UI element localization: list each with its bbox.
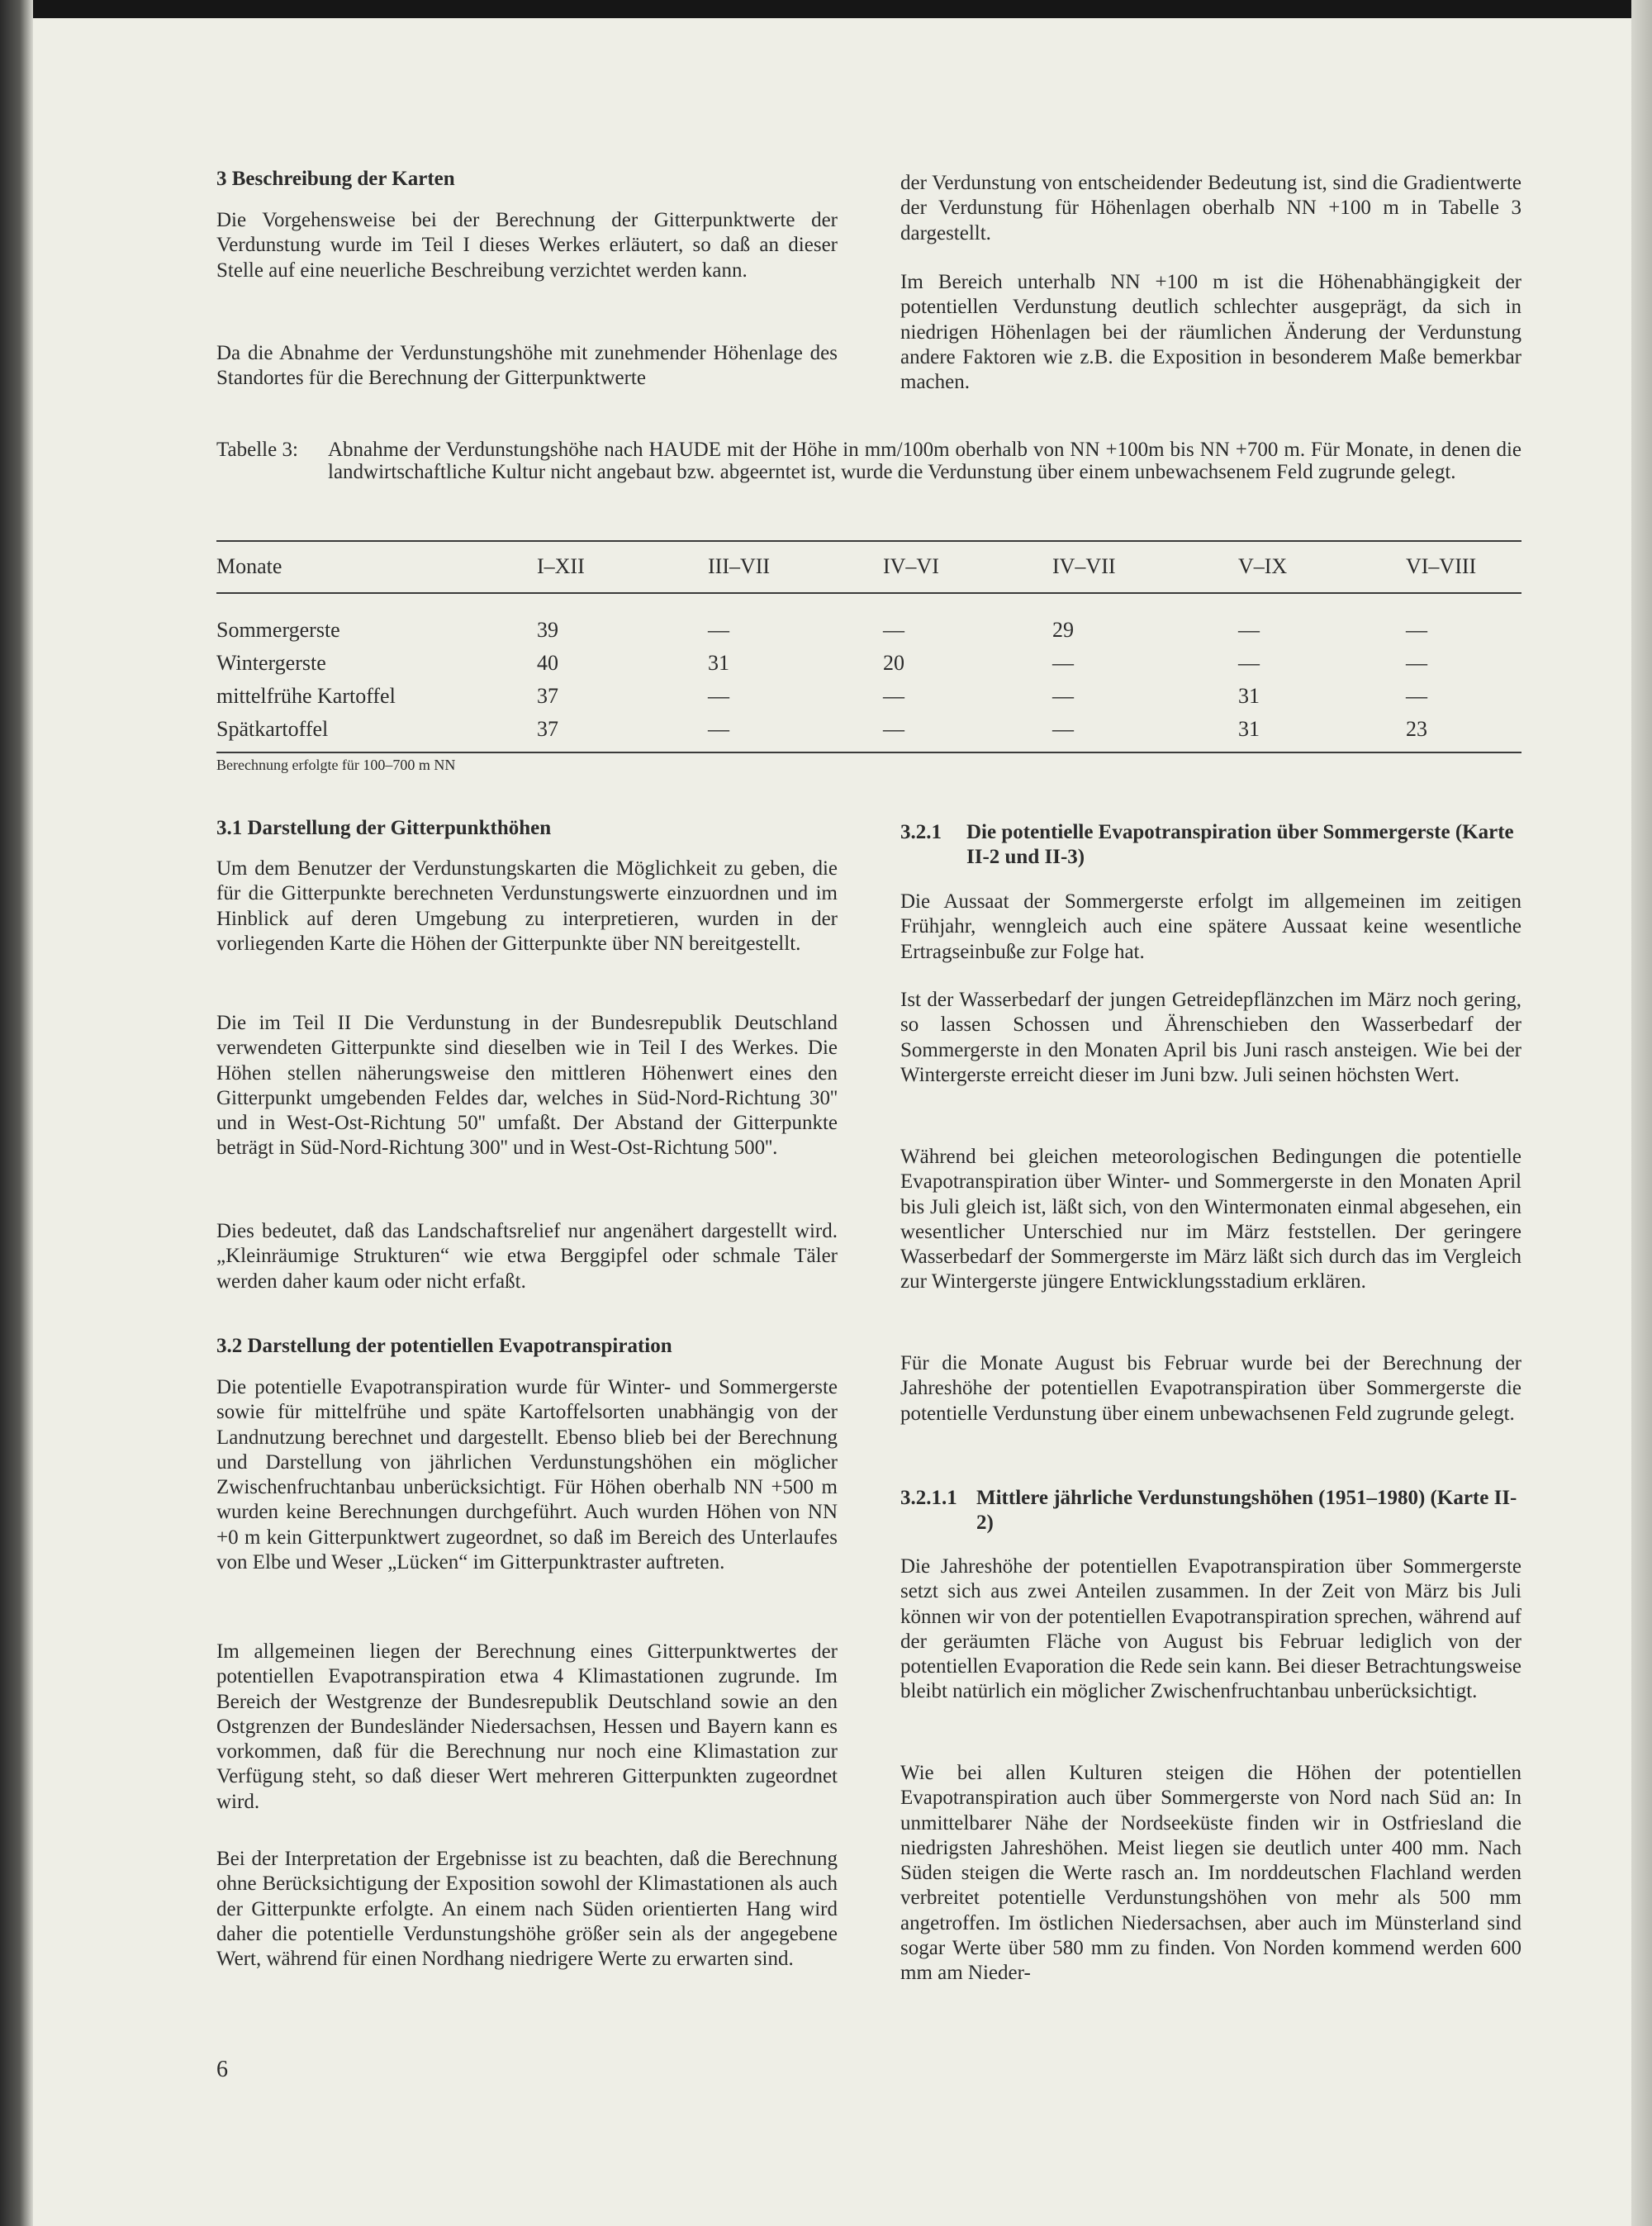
paragraph: Die Vorgehensweise bei der Berechnung der Gitterpunktwerte der Verdunstung wurde im Teil I dieses Werkes erläutert, so daß an dieser Stelle auf eine neuerliche Beschreibung verzichtet werden kann. (216, 209, 838, 282)
table-header-cell: I–XII (537, 553, 585, 578)
table-cell: 31 (1238, 684, 1260, 708)
paragraph: Ist der Wasserbedarf der jungen Getreidepflänzchen im März noch gering, so lassen Schossen und Ährenschieben den Wasserbedarf der Sommergerste in den Monaten April bis Juni rasch ansteigen. Wie bei der Wintergerste erreicht dieser im Juni bzw. Juli seinen höchsten Wert. (900, 989, 1521, 1086)
table-footnote: Berechnung erfolgte für 100–700 m NN (216, 757, 456, 773)
heading-sec3211-title: Mittlere jährliche Verdunstungshöhen (1951–1980) (Karte II-2) (976, 1487, 1517, 1535)
paragraph: Die im Teil II Die Verdunstung in der Bundesrepublik Deutschland verwendeten Gitterpunkte sind dieselben wie in Teil I des Werkes. Die Höhen stellen näherungsweise den mittleren Höhenwert eines den Gitterpunkt umgebenden Feldes dar, welches in Süd-Nord-Richtung 30'' und in West-Ost-Richtung 50'' umfaßt. Der Abstand der Gitterpunkte beträgt in Süd-Nord-Richtung 300'' und in West-Ost-Richtung 500''. (216, 1012, 838, 1160)
heading-sec31: 3.1 Darstellung der Gitterpunkthöhen (216, 817, 552, 839)
table-row (216, 647, 1521, 680)
heading-sec321-title: Die potentielle Evapotranspiration über Sommergerste (Karte II-2 und II-3) (966, 821, 1514, 869)
paragraph: Im allgemeinen liegen der Berechnung eines Gitterpunktwertes der potentiellen Evapotranspiration etwa 4 Klimastationen zugrunde. Im Bereich der Westgrenze der Bundesrepublik Deutschland sowie an den Ostgrenzen der Bundesländer Niedersachsen, Hessen und Bayern kann es vorkommen, daß für die Berechnung nur noch eine Klimastation zur Verfügung steht, so daß dieser Wert mehreren Gitterpunkten zugeordnet wird. (216, 1640, 838, 1813)
table-cell: — (1052, 717, 1074, 741)
table-cell: — (708, 684, 729, 708)
table-header-cell: VI–VIII (1406, 553, 1477, 578)
table-row (216, 713, 1521, 746)
scan-border-top (0, 0, 1652, 18)
table-cell: Wintergerste (216, 651, 326, 675)
paragraph: der Verdunstung von entscheidender Bedeutung ist, sind die Gradientwerte der Verdunstung für Höhenlagen oberhalb NN +100 m in Tabelle 3 dargestellt. (900, 172, 1521, 244)
table-cell: — (708, 717, 729, 741)
table-cell: — (1052, 684, 1074, 708)
table-cell: 23 (1406, 717, 1427, 741)
table-cell: 37 (537, 684, 558, 708)
table-header-row (216, 540, 1521, 592)
table-header-cell: IV–VII (1052, 553, 1116, 578)
heading-sec32: 3.2 Darstellung der potentiellen Evapotranspiration (216, 1335, 672, 1357)
table-row (216, 680, 1521, 713)
paragraph: Die potentielle Evapotranspiration wurde für Winter- und Sommergerste sowie für mittelfrühe und späte Kartoffelsorten unabhängig von der Landnutzung berechnet und dargestellt. Ebenso blieb bei der Berechnung und Darstellung von jährlichen Verdunstungshöhen ein möglicher Zwischenfruchtanbau unberücksichtigt. Für Höhen oberhalb NN +500 m wurden keine Berechnungen durchgeführt. Auch wurden Höhen von NN +0 m kein Gitterpunktwert zugeordnet, so daß im Bereich des Unterlaufes von Elbe und Weser „Lücken“ im Gitterpunktraster auftreten. (216, 1376, 838, 1574)
table-cell: — (1406, 618, 1427, 642)
table-header-cell: III–VII (708, 553, 771, 578)
table-cell: 37 (537, 717, 558, 741)
table-caption-text: Abnahme der Verdunstungshöhe nach HAUDE mit der Höhe in mm/100m oberhalb von NN +100m bis NN +700 m. Für Monate, in denen die landwirtschaftliche Kultur nicht angebaut bzw. abgeerntet ist, wurde die Verdunstung über einem unbewachsenem Feld zugrunde gelegt. (328, 439, 1521, 483)
scan-border-left (0, 0, 33, 2226)
table-header-cell: V–IX (1238, 553, 1288, 578)
table-cell: — (1238, 651, 1260, 675)
table-cell: Sommergerste (216, 618, 340, 642)
heading-sec3: 3 Beschreibung der Karten (216, 168, 455, 190)
table-cell: — (883, 684, 904, 708)
paragraph: Da die Abnahme der Verdunstungshöhe mit zunehmender Höhenlage des Standortes für die Berechnung der Gitterpunktwerte (216, 342, 838, 390)
paragraph: Für die Monate August bis Februar wurde bei der Berechnung der Jahreshöhe der potentiellen Evapotranspiration über Sommergerste die potentielle Verdunstung über einem unbewachsenen Feld zugrunde gelegt. (900, 1352, 1521, 1425)
paragraph: Bei der Interpretation der Ergebnisse ist zu beachten, daß die Berechnung ohne Berücksichtigung der Exposition sowohl der Klimastationen als auch der Gitterpunkte erfolgte. An einem nach Süden orientierten Hang wird daher die potentielle Verdunstungshöhe größer sein als der angegebene Wert, während für einen Nordhang niedrigere Werte zu erwarten sind. (216, 1848, 838, 1971)
evaporation-table (216, 540, 1521, 746)
paragraph: Um dem Benutzer der Verdunstungskarten die Möglichkeit zu geben, die für die Gitterpunkte berechneten Verdunstungswerte einzuordnen und im Hinblick auf deren Umgebung zu interpretieren, wurden in der vorliegenden Karte die Höhen der Gitterpunkte über NN bereitgestellt. (216, 857, 838, 955)
table-cell: — (1406, 651, 1427, 675)
table-cell: — (1052, 651, 1074, 675)
table-header-cell: IV–VI (883, 553, 939, 578)
paragraph: Dies bedeutet, daß das Landschaftsrelief nur angenähert dargestellt wird. „Kleinräumige Strukturen“ wie etwa Berggipfel oder schmale Täler werden daher kaum oder nicht erfaßt. (216, 1220, 838, 1293)
paragraph: Während bei gleichen meteorologischen Bedingungen die potentielle Evapotranspiration über Winter- und Sommergerste in den Monaten April bis Juli gleich ist, läßt sich, von den Wintermonaten einmal abgesehen, ein wesentlicher Unterschied nur im März feststellen. Der geringere Wasserbedarf der Sommergerste im März läßt sich durch das im Vergleich zur Wintergerste jüngere Entwicklungsstadium erklären. (900, 1146, 1521, 1293)
heading-sec3211-number: 3.2.1.1 (900, 1487, 957, 1509)
table-cell: — (883, 717, 904, 741)
paragraph: Im Bereich unterhalb NN +100 m ist die Höhenabhängigkeit der potentiellen Verdunstung deutlich schlechter ausgeprägt, da sich in niedrigen Höhenlagen bei der räumlichen Änderung der Verdunstung andere Faktoren wie z.B. die Exposition in besonderem Maße bemerkbar machen. (900, 271, 1521, 394)
table-cell: Spätkartoffel (216, 717, 329, 741)
table-cell: 20 (883, 651, 904, 675)
table-header-cell: Monate (216, 553, 282, 578)
table-row (216, 614, 1521, 647)
table-cell: — (708, 618, 729, 642)
paragraph: Die Jahreshöhe der potentiellen Evapotranspiration über Sommergerste setzt sich aus zwei Anteilen zusammen. In der Zeit von März bis Juli können wir von der potentiellen Evapotranspiration sprechen, während auf der geräumten Fläche von August bis Februar lediglich von der potentiellen Evaporation die Rede sein kann. Bei dieser Betrachtungsweise bleibt natürlich ein möglicher Zwischenfruchtanbau unberücksichtigt. (900, 1555, 1521, 1703)
page-number: 6 (216, 2057, 228, 2082)
table-cell: 31 (1238, 717, 1260, 741)
paragraph: Wie bei allen Kulturen steigen die Höhen der potentiellen Evapotranspiration auch über Sommergerste von Nord nach Süd an: In unmittelbarer Nähe der Nordseeküste finden wir in Ostfriesland die niedrigsten Jahreshöhen. Meist liegen sie deutlich unter 400 mm. Nach Süden steigen die Werte rasch an. Im norddeutschen Flachland werden verbreitet potentielle Verdunstungshöhen von mehr als 500 mm angetroffen. Im östlichen Niedersachsen, aber auch im Münsterland sind sogar Werte über 580 mm zu finden. Von Norden kommend werden 600 mm am Nieder- (900, 1762, 1521, 1985)
heading-sec321-number: 3.2.1 (900, 821, 942, 843)
table-rule-bottom (216, 752, 1521, 753)
table-cell: 31 (708, 651, 729, 675)
table-cell: 29 (1052, 618, 1074, 642)
table-cell: 39 (537, 618, 558, 642)
scan-border-right (1631, 0, 1652, 2226)
table-cell: mittelfrühe Kartoffel (216, 684, 396, 708)
table-cell: — (1238, 618, 1260, 642)
table-cell: — (883, 618, 904, 642)
table-caption-label: Tabelle 3: (216, 439, 298, 461)
table-cell: — (1406, 684, 1427, 708)
paragraph: Die Aussaat der Sommergerste erfolgt im allgemeinen im zeitigen Frühjahr, wenngleich auch eine spätere Aussaat keine wesentliche Ertragseinbuße zur Folge hat. (900, 890, 1521, 963)
table-cell: 40 (537, 651, 558, 675)
